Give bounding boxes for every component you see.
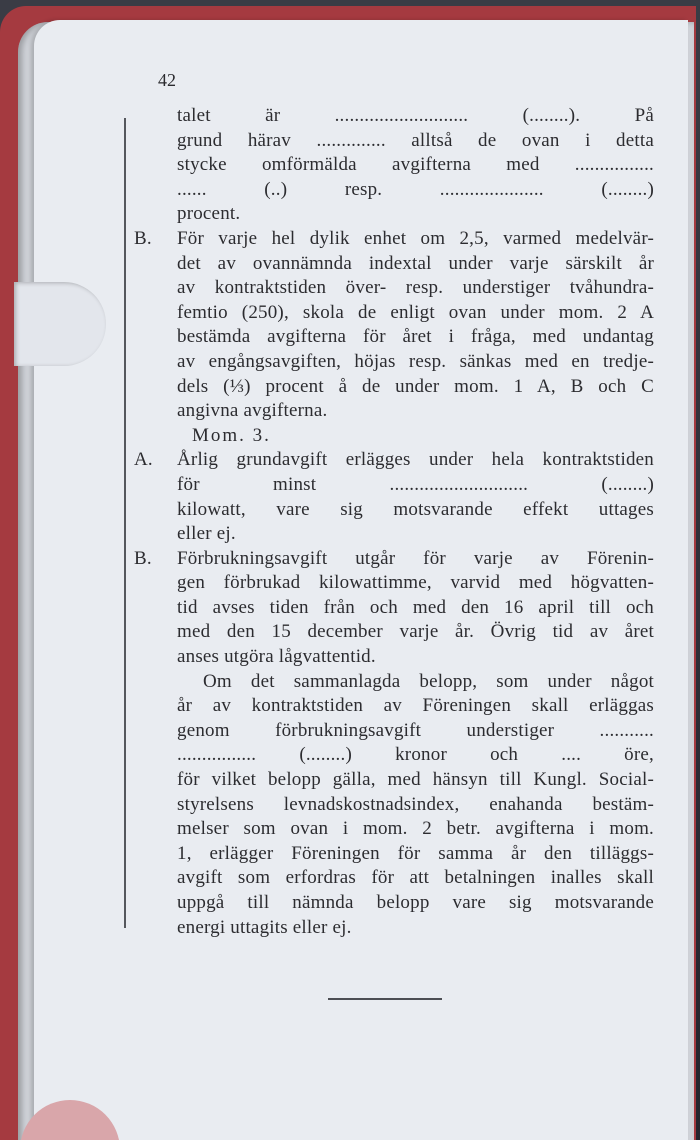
text-line: för vilket belopp gälla, med hänsyn till Kungl. Social-: [177, 769, 654, 791]
text-line: av engångsavgiften, höjas resp. sänkas med en tredje-: [177, 350, 654, 372]
text-line: genom förbrukningsavgift understiger ...........: [177, 719, 654, 741]
text-line: anses utgöra lågvattentid.: [177, 646, 376, 668]
text-line: energi uttagits eller ej.: [177, 916, 352, 938]
text-line: ...... (..) resp. ..................... (........): [177, 178, 654, 200]
text-line: B. Förbrukningsavgift utgår för varje av Förenin-: [124, 547, 654, 572]
body-text: [124, 104, 654, 940]
text-line: av kontraktstiden över- resp. understiger tvåhundra-: [177, 277, 654, 299]
line-marker: B.: [134, 547, 152, 569]
text-line: A. Årlig grundavgift erlägges under hela kontraktstiden: [124, 448, 654, 473]
text-line: eller ej.: [177, 523, 236, 545]
end-rule: [328, 998, 442, 1000]
text-line: Om det sammanlagda belopp, som under något: [203, 670, 654, 692]
text-line: 1, erlägger Föreningen för samma år den tilläggs-: [177, 842, 654, 864]
section-heading: Mom. 3.: [192, 424, 271, 446]
thumb-index-tab: [14, 282, 106, 366]
text-line: uppgå till nämnda belopp vare sig motsvarande: [177, 892, 654, 913]
text-line: dels (⅓) procent å de under mom. 1 A, B och C: [177, 375, 654, 397]
text-line: melser som ovan i mom. 2 betr. avgifterna i mom.: [177, 818, 654, 840]
text-line: styrelsens levnadskostnadsindex, enahanda bestäm-: [177, 793, 654, 815]
text-line: gen förbrukad kilowattimme, varvid med högvatten-: [177, 572, 654, 594]
text-line: ................ (........) kronor och .... öre,: [177, 744, 654, 766]
text-line: år av kontraktstiden av Föreningen skall erläggas: [177, 695, 654, 717]
text-line: angivna avgifterna.: [177, 400, 328, 422]
text-line: med den 15 december varje år. Övrig tid av året: [177, 621, 654, 643]
line-marker: B.: [134, 227, 152, 249]
text-line: B. För varje hel dylik enhet om 2,5, varmed medelvär-: [124, 227, 654, 252]
text-line: grund härav .............. alltså de ovan i detta: [177, 129, 654, 151]
text-line: procent.: [177, 203, 241, 225]
text-line: bestämda avgifterna för året i fråga, med undantag: [177, 326, 654, 348]
text-line: tid avses tiden från och med den 16 april till och: [177, 596, 654, 618]
text-line: femtio (250), skola de enligt ovan under mom. 2 A: [177, 301, 654, 323]
text-line: det av ovannämnda indextal under varje särskilt år: [177, 252, 654, 274]
text-line: talet är ........................... (........). På: [177, 105, 654, 126]
text-line: stycke omförmälda avgifterna med ................: [177, 154, 654, 176]
text-line: för minst ............................ (........): [177, 473, 654, 495]
text-line: kilowatt, vare sig motsvarande effekt uttages: [177, 498, 654, 520]
page-number: 42: [158, 70, 176, 90]
text-line: avgift som erfordras för att betalningen inalles skall: [177, 867, 654, 889]
line-marker: A.: [134, 449, 153, 471]
